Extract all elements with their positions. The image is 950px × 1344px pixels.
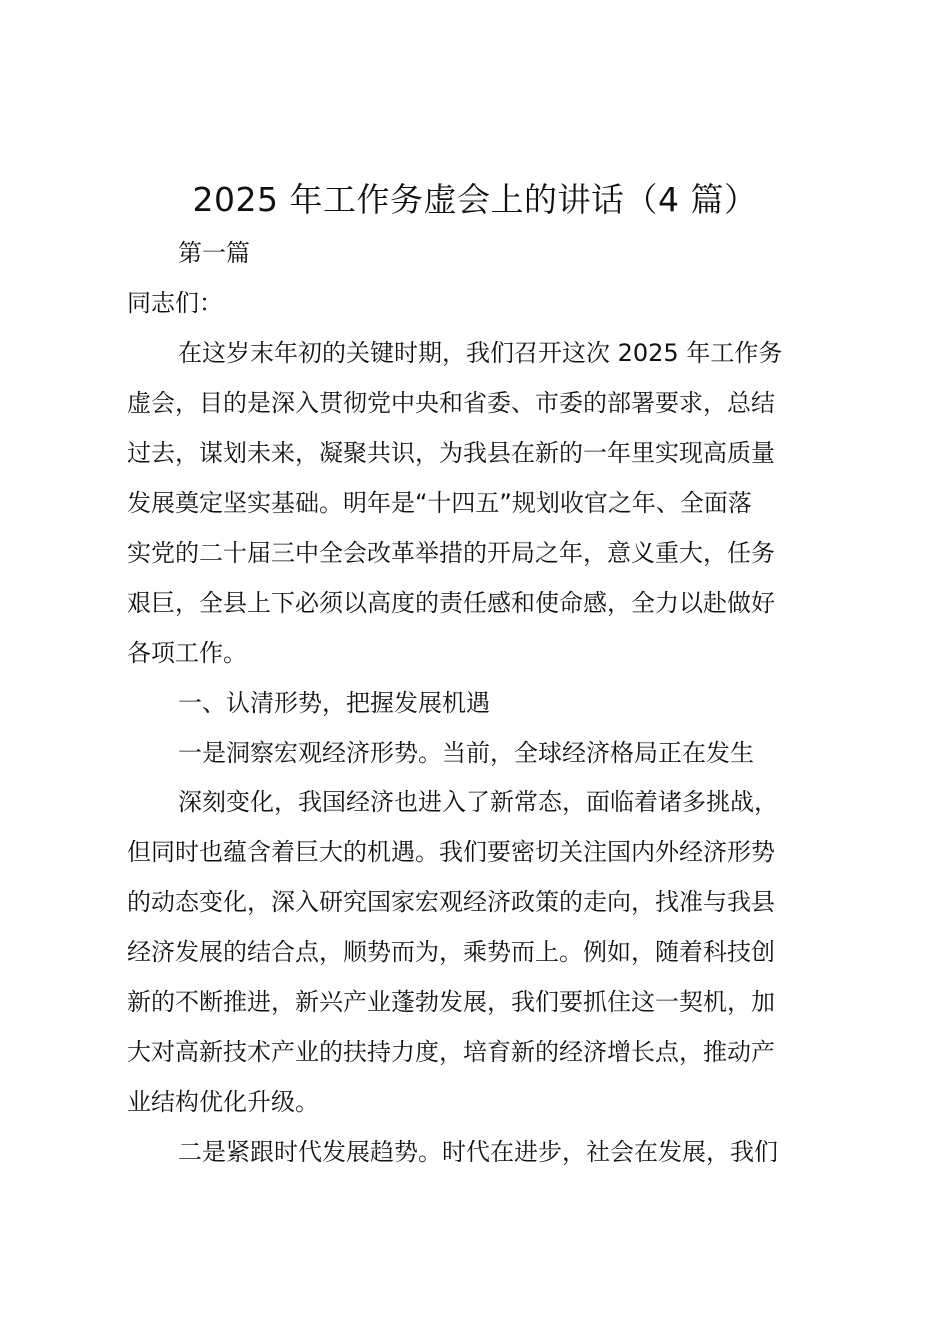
intro-line: 实党的二十届三中全会改革举措的开局之年，意义重大，任务 <box>127 539 775 567</box>
document-title: 2025 年工作务虚会上的讲话（4 篇） <box>192 180 758 219</box>
point1-line: 大对高新技术产业的扶持力度，培育新的经济增长点，推动产 <box>127 1038 775 1066</box>
intro-line: 艰巨，全县上下必须以高度的责任感和使命感，全力以赴做好 <box>127 589 775 617</box>
point1-line: 新的不断推进，新兴产业蓬勃发展，我们要抓住这一契机，加 <box>127 988 775 1016</box>
intro-line: 在这岁末年初的关键时期，我们召开这次 2025 年工作务 <box>178 339 783 367</box>
intro-line: 各项工作。 <box>127 639 247 667</box>
point2-line: 二是紧跟时代发展趋势。时代在进步，社会在发展，我们 <box>178 1138 778 1166</box>
point1-line: 的动态变化，深入研究国家宏观经济政策的走向，找准与我县 <box>127 888 775 916</box>
intro-line: 发展奠定坚实基础。明年是“十四五”规划收官之年、全面落 <box>127 489 752 517</box>
point1-line: 经济发展的结合点，顺势而为，乘势而上。例如，随着科技创 <box>127 938 775 966</box>
point1-heading: 一是洞察宏观经济形势。当前，全球经济格局正在发生 <box>178 739 754 767</box>
point1-line: 业结构优化升级。 <box>127 1088 319 1116</box>
part-label: 第一篇 <box>178 239 250 267</box>
point1-line: 深刻变化，我国经济也进入了新常态，面临着诸多挑战， <box>178 788 778 816</box>
point1-line: 但同时也蕴含着巨大的机遇。我们要密切关注国内外经济形势 <box>127 838 775 866</box>
section-heading: 一、认清形势，把握发展机遇 <box>178 689 490 717</box>
intro-line: 虚会，目的是深入贯彻党中央和省委、市委的部署要求，总结 <box>127 389 775 417</box>
salutation: 同志们： <box>127 289 223 317</box>
intro-line: 过去，谋划未来，凝聚共识，为我县在新的一年里实现高质量 <box>127 439 775 467</box>
